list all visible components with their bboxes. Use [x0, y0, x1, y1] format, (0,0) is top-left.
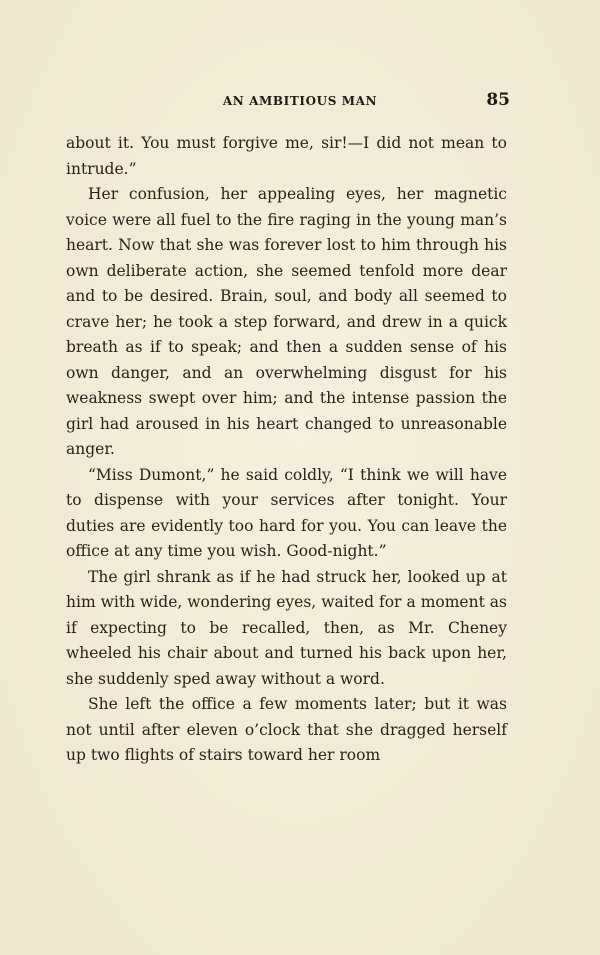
paragraph: The girl shrank as if he had struck her, looked up at him with wide, wondering eyes, waited for a moment as if expecting to be recalled, then, as Mr. Cheney wheeled his chair about and turned his back upon her, she suddenly sped away without a word. — [66, 567, 507, 688]
running-title: AN AMBITIOUS MAN — [222, 94, 378, 108]
body-text — [66, 131, 507, 769]
paragraph: Her confusion, her appealing eyes, her magnetic voice were all fuel to the fire raging in the young man’s heart. Now that she was forever lost to him through his own deliberate action, she seemed tenfold more dear and to be desired. Brain, soul, and body all seemed to crave her; he took a step forward, and drew in a quick breath as if to speak; and then a sudden sense of his own danger, and an overwhelming disgust for his weakness swept over him; and the intense passion the girl had aroused in his heart changed to unreasonable anger. — [66, 185, 507, 458]
running-header — [0, 90, 600, 114]
paragraph: “Miss Dumont,” he said coldly, “I think we will have to dispense with your services after tonight. Your duties are evidently too hard for you. You can leave the office at any time you wish. Good-night.” — [66, 465, 507, 560]
paragraph: She left the office a few moments later; but it was not until after eleven o’clock that she dragged herself up two flights of stairs toward her room — [66, 695, 507, 764]
paragraph-continuation: about it. You must forgive me, sir!—I did not mean to intrude.” — [66, 134, 507, 178]
page-number: 85 — [486, 90, 510, 110]
